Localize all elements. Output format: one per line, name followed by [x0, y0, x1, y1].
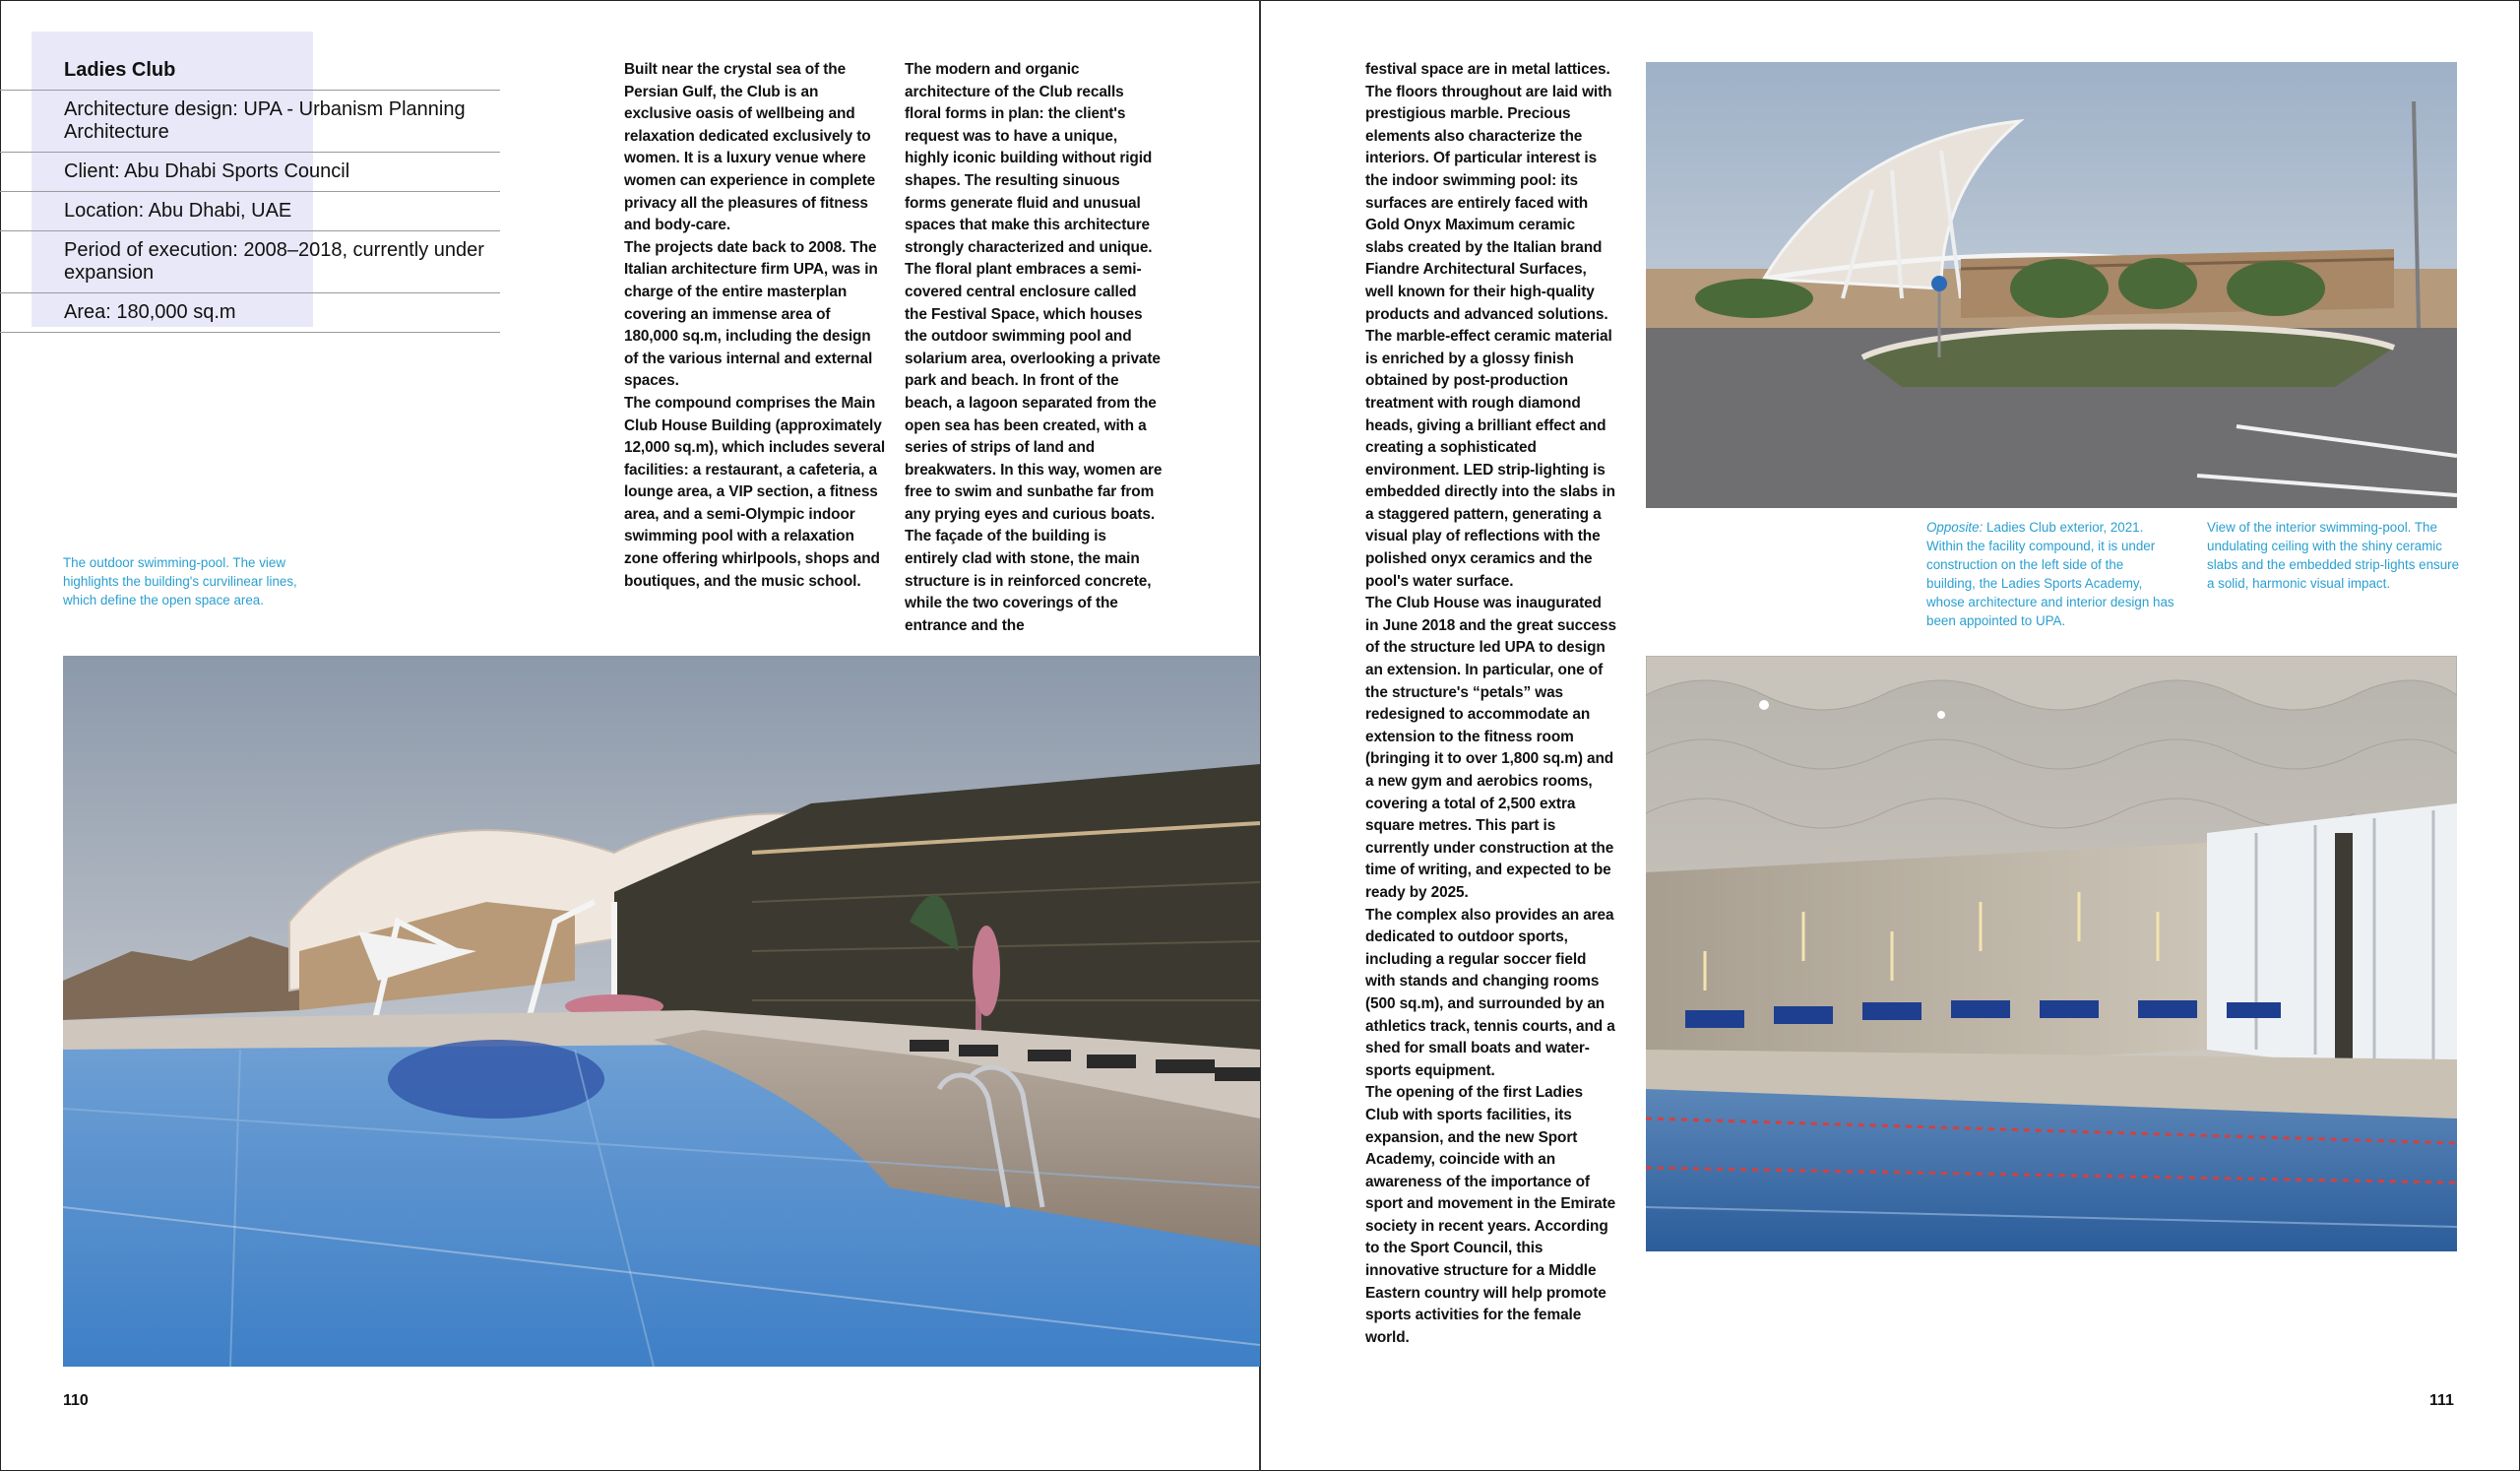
- info-architecture: Architecture design: UPA - Urbanism Planning Architecture: [0, 91, 500, 153]
- caption-interior-pool: View of the interior swimming-pool. The undulating ceiling with the shiny ceramic slabs and the embedded strip-lights ensure a solid, harmonic visual impact.: [2207, 520, 2460, 591]
- paragraph: The compound comprises the Main Club House Building (approximately 12,000 sq.m), which includes several facilities: a restaurant, a cafeteria, a lounge area, a VIP section, a fitness area, and a semi-Olympic indoor swimming pool with a relaxation zone offering whirlpools, shops and boutiques, and the music school.: [624, 394, 886, 590]
- paragraph: The complex also provides an area dedicated to outdoor sports, including a regular soccer field with stands and changing rooms (500 sq.m), and surrounded by an athletics track, tennis courts, and a shed for small boats and water-sports equipment.: [1365, 906, 1615, 1079]
- info-area: Area: 180,000 sq.m: [0, 293, 500, 333]
- caption-outdoor-pool: The outdoor swimming-pool. The view highlights the building's curvilinear lines, which define the open space area.: [63, 555, 297, 608]
- paragraph: The projects date back to 2008. The Italian architecture firm UPA, was in charge of the entire masterplan covering an immense area of 180,000 sq.m, including the design of the various internal and external spaces.: [624, 238, 878, 390]
- project-info-table: [0, 43, 500, 333]
- info-location: Location: Abu Dhabi, UAE: [0, 192, 500, 231]
- paragraph: festival space are in metal lattices. The floors throughout are laid with prestigious marble. Precious elements also characterize the interiors. Of particular interest is the indoor swimming pool: its surfaces are entirely faced with Gold Onyx Maximum ceramic slabs created by the Italian brand Fiandre Architectural Surfaces, well known for their high-quality products and advanced solutions.: [1365, 61, 1612, 323]
- paragraph: The modern and organic architecture of the Club recalls floral forms in plan: the client's request was to have a unique, highly iconic building without rigid shapes. The resulting sinuous forms generate fluid and unusual spaces that make this architecture strongly characterized and unique. The floral plant embraces a semi-covered central enclosure called the Festival Space, which houses the outdoor swimming pool and solarium area, overlooking a private park and beach. In front of the beach, a lagoon separated from the open sea has been created, with a series of strips of land and breakwaters. In this way, women are free to swim and sunbathe far from any prying eyes and curious boats.: [905, 61, 1163, 523]
- info-client: Client: Abu Dhabi Sports Council: [0, 153, 500, 192]
- exterior-photo: [1646, 62, 2457, 508]
- body-column-2: [905, 59, 1163, 637]
- project-title: Ladies Club: [0, 43, 500, 91]
- caption-opposite-label: Opposite:: [1926, 520, 1984, 535]
- info-period: Period of execution: 2008–2018, currently under expansion: [0, 231, 500, 293]
- paragraph: The Club House was inaugurated in June 2018 and the great success of the structure led UPA to design an extension. In particular, one of the structure's “petals” was redesigned to accommodate an extension to the fitness room (bringing it to over 1,800 sq.m) and a new gym and aerobics rooms, covering a total of 2,500 extra square metres. This part is currently under construction at the time of writing, and expected to be ready by 2025.: [1365, 595, 1616, 901]
- paragraph: The opening of the first Ladies Club with sports facilities, its expansion, and the new Sport Academy, coincide with an awareness of the importance of sport and movement in the Emirate society in recent years. According to the Sport Council, this innovative structure for a Middle Eastern country will help promote sports activities for the female world.: [1365, 1084, 1616, 1346]
- body-column-3: [1365, 59, 1617, 1349]
- interior-pool-photo: [1646, 656, 2457, 1251]
- caption-exterior: [1926, 518, 2174, 630]
- outdoor-pool-photo: [63, 656, 1260, 1367]
- caption-exterior-text: Ladies Club exterior, 2021. Within the facility compound, it is under construction on the left side of the building, the Ladies Sports Academy, whose architecture and interior design has been appointed to UPA.: [1926, 520, 2174, 628]
- paragraph: The marble-effect ceramic material is enriched by a glossy finish obtained by post-production treatment with rough diamond heads, giving a brilliant effect and creating a sophisticated environment. LED strip-lighting is embedded directly into the slabs in a staggered pattern, generating a visual play of reflections with the polished onyx ceramics and the pool's water surface.: [1365, 328, 1615, 590]
- page-number-right: 111: [2429, 1392, 2454, 1409]
- page-number-left: 110: [63, 1392, 89, 1409]
- body-column-1: [624, 59, 888, 593]
- paragraph: The façade of the building is entirely clad with stone, the main structure is in reinforced concrete, while the two coverings of the entrance and the: [905, 528, 1152, 634]
- paragraph: Built near the crystal sea of the Persian Gulf, the Club is an exclusive oasis of wellbeing and relaxation dedicated exclusively to women. It is a luxury venue where women can experience in complete privacy all the pleasures of fitness and body-care.: [624, 61, 876, 234]
